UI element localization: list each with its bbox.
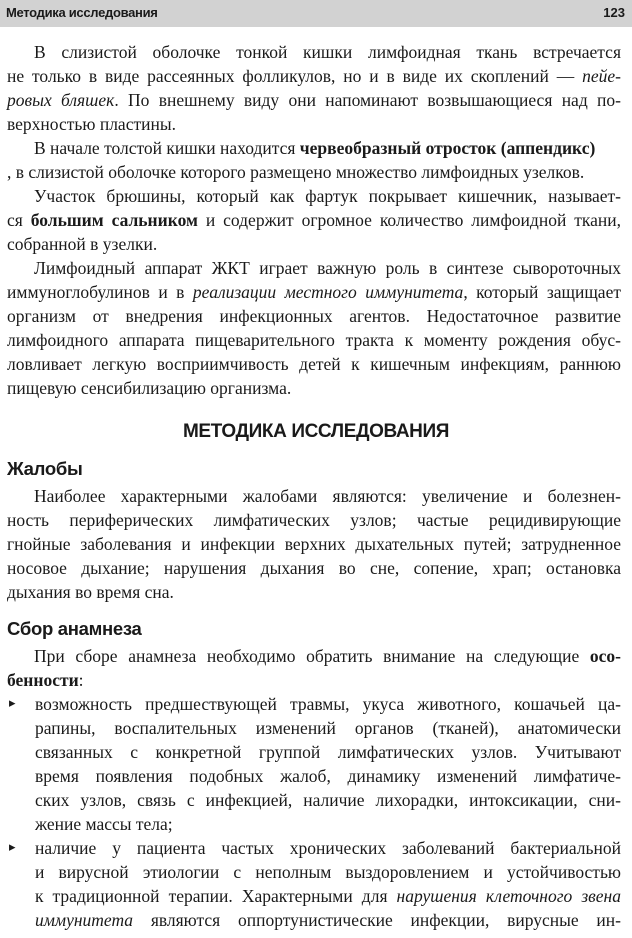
paragraph-line: пищевую сенсибилизацию организма. (7, 378, 292, 398)
list-item-line: ских узлов, связь с инфекцией, наличие лихорадки, интоксикации, сни- (35, 790, 621, 810)
paragraph-line: гнойные заболевания и инфекции верхних дыхательных путей; затрудненное (7, 534, 621, 554)
paragraph-line: , в слизистой оболочке которого размещено множество лимфоидных узелков. (7, 162, 585, 182)
list-item-line: жение массы тела; (35, 814, 173, 834)
paragraph-line: Участок брюшины, который как фартук покрывает кишечник, называет- (34, 186, 621, 206)
running-title: Методика исследования (6, 5, 158, 20)
bullet-arrow-icon: ▸ (9, 696, 16, 711)
paragraph-line: В начале толстой кишки находится червеобразный отросток (аппендикс) (34, 138, 596, 158)
bullet-arrow-icon: ▸ (9, 840, 16, 855)
list-item-line: иммунитета являются оппортунистические инфекции, вирусные ин- (35, 910, 621, 930)
list-item-line: возможность предшествующей травмы, укуса животного, кошачьей ца- (35, 694, 621, 714)
paragraph-line: При сборе анамнеза необходимо обратить внимание на следующие осо- (34, 646, 621, 666)
paragraph-line: верхностью пластины. (7, 114, 176, 134)
paragraph-line: Наиболее характерными жалобами являются: увеличение и болезнен- (34, 486, 621, 506)
paragraph-line: лимфоидного аппарата пищеварительного тракта к моменту рождения обус- (7, 330, 621, 350)
subheading-anamnesis: Сбор анамнеза (7, 618, 142, 639)
section-title: МЕТОДИКА ИССЛЕДОВАНИЯ (182, 421, 450, 442)
list-item-line: и вирусной этиологии с неполным выздоровлением и устойчивостью (35, 862, 621, 882)
list-item-line: рапины, воспалительных изменений органов (тканей), анатомически (35, 718, 621, 738)
paragraph-line: бенности: (7, 670, 84, 690)
running-header (0, 0, 632, 27)
paragraph-line: ность периферических лимфатических узлов; частые рецидивирующие (7, 510, 621, 530)
paragraph-line: носовое дыхание; нарушения дыхания во сне, сопение, храп; остановка (7, 558, 621, 578)
paragraph-line: ловливает легкую восприимчивость детей к кишечным инфекциям, раннюю (7, 354, 621, 374)
subheading-complaints: Жалобы (7, 458, 83, 479)
paragraph-line: Лимфоидный аппарат ЖКТ играет важную роль в синтезе сывороточных (34, 258, 621, 278)
list-item-line: время появления подобных жалоб, динамику изменений лимфатиче- (35, 766, 621, 786)
paragraph-line: не только в виде рассеянных фолликулов, но и в виде их скоплений — пейе- (7, 66, 621, 86)
list-item-line: к традиционной терапии. Характерными для нарушения клеточного звена (35, 886, 621, 906)
paragraph-line: собранной в узелки. (7, 234, 158, 254)
page-number: 123 (603, 5, 625, 20)
paragraph-line: иммуноглобулинов и в реализации местного иммунитета, который защищает (7, 282, 621, 302)
paragraph-line: дыхания во время сна. (7, 582, 174, 602)
list-item-line: связанных с конкретной группой лимфатических узлов. Учитывают (35, 742, 621, 762)
list-item-line: наличие у пациента частых хронических заболеваний бактериальной (35, 838, 621, 858)
paragraph-line: ся большим сальником и содержит огромное количество лимфоидной ткани, (7, 210, 622, 230)
paragraph-line: организм от внедрения инфекционных агентов. Недостаточное развитие (7, 306, 621, 326)
paragraph-line: В слизистой оболочке тонкой кишки лимфоидная ткань встречается (34, 42, 621, 62)
paragraph-line: ровых бляшек. По внешнему виду они напоминают возвышающиеся над по- (7, 90, 621, 110)
